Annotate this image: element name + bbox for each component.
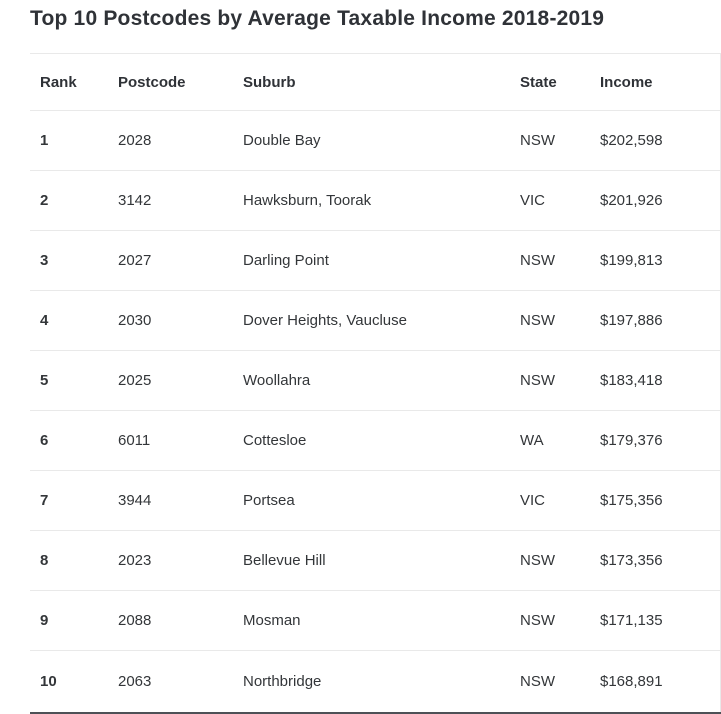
rank-cell: 7 [40, 492, 49, 509]
rank-cell: 4 [40, 312, 49, 329]
postcode-cell: 2023 [118, 552, 152, 569]
column-header-rank: Rank [40, 73, 77, 91]
rank-cell: 8 [40, 552, 49, 569]
income-cell: $197,886 [600, 312, 663, 329]
column-header-income: Income [600, 73, 653, 91]
table-header-row [30, 54, 720, 111]
rank-cell: 6 [40, 432, 49, 449]
income-cell: $202,598 [600, 132, 663, 149]
table-row [30, 351, 720, 411]
income-cell: $199,813 [600, 252, 663, 269]
postcode-cell: 2028 [118, 132, 152, 149]
state-cell: VIC [520, 192, 546, 209]
column-header-suburb: Suburb [243, 73, 296, 91]
table-row [30, 231, 720, 291]
suburb-cell: Mosman [243, 612, 301, 629]
state-cell: NSW [520, 132, 555, 149]
state-cell: NSW [520, 552, 555, 569]
state-cell: NSW [520, 252, 555, 269]
suburb-cell: Cottesloe [243, 432, 307, 449]
income-cell: $168,891 [600, 673, 663, 690]
suburb-cell: Hawksburn, Toorak [243, 192, 372, 209]
state-cell: NSW [520, 312, 555, 329]
rank-cell: 3 [40, 252, 49, 269]
postcode-cell: 2027 [118, 252, 152, 269]
rank-cell: 2 [40, 192, 49, 209]
suburb-cell: Northbridge [243, 673, 322, 690]
postcode-cell: 2063 [118, 673, 152, 690]
table-row [30, 411, 720, 471]
income-cell: $201,926 [600, 192, 663, 209]
suburb-cell: Woollahra [243, 372, 311, 389]
income-cell: $173,356 [600, 552, 663, 569]
rank-cell: 10 [40, 673, 57, 690]
rank-cell: 1 [40, 132, 49, 149]
page-title: Top 10 Postcodes by Average Taxable Income 2018-2019 [30, 7, 605, 30]
column-header-state: State [520, 73, 557, 91]
suburb-cell: Dover Heights, Vaucluse [243, 312, 407, 329]
table-row [30, 171, 720, 231]
rank-cell: 5 [40, 372, 49, 389]
postcode-cell: 6011 [118, 432, 151, 449]
table-row [30, 471, 720, 531]
income-cell: $183,418 [600, 372, 663, 389]
income-cell: $175,356 [600, 492, 663, 509]
suburb-cell: Bellevue Hill [243, 552, 326, 569]
table-row [30, 111, 720, 171]
state-cell: VIC [520, 492, 546, 509]
table-row [30, 291, 720, 351]
postcode-cell: 3944 [118, 492, 152, 509]
table-row [30, 591, 720, 651]
column-header-postcode: Postcode [118, 73, 186, 91]
postcode-cell: 2088 [118, 612, 152, 629]
income-cell: $179,376 [600, 432, 663, 449]
table-row [30, 531, 720, 591]
postcode-cell: 3142 [118, 192, 152, 209]
postcode-cell: 2030 [118, 312, 152, 329]
state-cell: NSW [520, 612, 555, 629]
suburb-cell: Darling Point [243, 252, 329, 269]
rank-cell: 9 [40, 612, 49, 629]
suburb-cell: Double Bay [243, 132, 321, 149]
suburb-cell: Portsea [243, 492, 295, 509]
state-cell: WA [520, 432, 544, 449]
table-row [30, 651, 720, 712]
state-cell: NSW [520, 372, 555, 389]
income-cell: $171,135 [600, 612, 663, 629]
state-cell: NSW [520, 673, 555, 690]
postcode-cell: 2025 [118, 372, 152, 389]
postcodes-income-table [30, 53, 721, 712]
